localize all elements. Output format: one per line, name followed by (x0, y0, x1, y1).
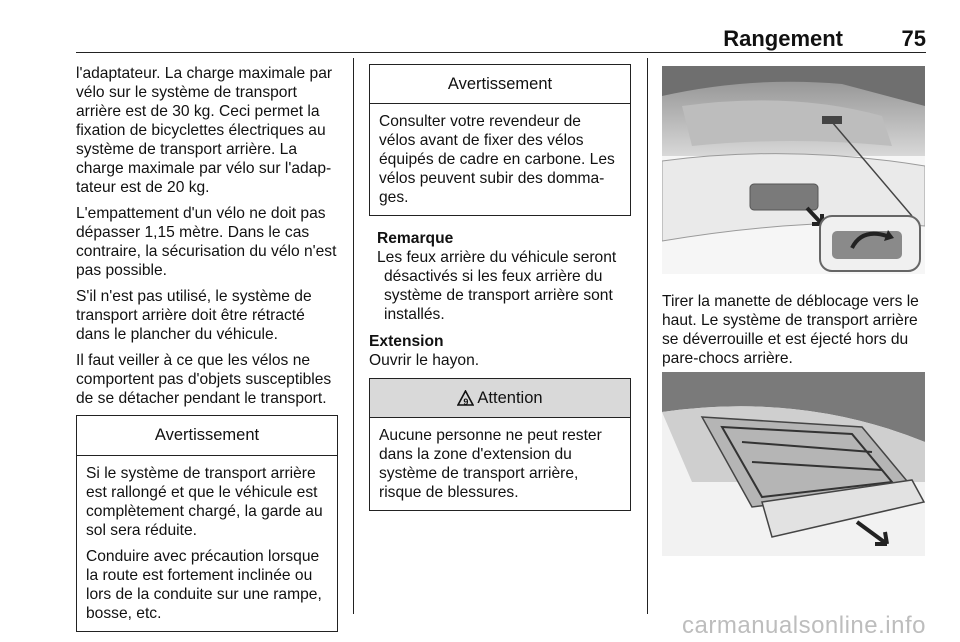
page-number: 75 (901, 26, 926, 51)
figure-bumper-release (662, 66, 925, 274)
section-title: Extension (369, 333, 444, 350)
paragraph: L'empattement d'un vélo ne doit pas dépasser 1,15 mètre. Dans le cas contraire, la sécurisation du vélo n'est pas possible. (76, 205, 337, 279)
attention-text: Aucune personne ne peut rester dans la zone d'extension du système de transport arrière, risque de blessures. (379, 427, 602, 501)
header-rule (76, 52, 926, 53)
attention-box-title (370, 379, 630, 418)
warning-symbol-text: 9 (463, 397, 469, 407)
figure-carrier-extended (662, 372, 925, 556)
column-divider-1 (353, 58, 354, 614)
warning-triangle-icon (457, 390, 474, 406)
warning-box-body (77, 456, 337, 631)
column-1 (76, 64, 338, 632)
caption: Tirer la manette de déblocage vers le haut. Le système de transport arrière se déverrouille et est éjecté hors du pare-chocs arrière. (662, 293, 919, 367)
paragraph: S'il n'est pas utilisé, le système de transport arrière doit être rétracté dans le plancher du véhicule. (76, 288, 312, 343)
warning-text: Conduire avec précaution lorsque la route est fortement inclinée ou lors de la conduite sur une rampe, bosse, etc. (86, 548, 322, 622)
warning-box (369, 64, 631, 216)
warning-box-title: Avertissement (77, 416, 337, 456)
warning-box (76, 415, 338, 632)
attention-box-body (370, 418, 630, 510)
warning-box-body (370, 104, 630, 215)
page-title: Rangement (723, 26, 843, 51)
attention-box (369, 378, 631, 511)
watermark: carmanualsonline.info (682, 612, 926, 639)
section-body: Ouvrir le hayon. (369, 352, 480, 369)
column-2 (369, 64, 631, 511)
warning-box-title: Avertissement (370, 65, 630, 104)
paragraph: l'adaptateur. La charge maximale par vélo sur le système de transport arrière est de 30 kg. Ceci permet la fixation de bicyclettes électriques au système de transport arrière. La charge maximale par vélo sur l'adap-tateur est de 20 kg. (76, 65, 333, 196)
remark (369, 229, 631, 324)
remark-body: Les feux arrière du véhicule seront désactivés si les feux arrière du système de transport arrière sont installés. (377, 249, 617, 323)
column-divider-2 (647, 58, 648, 614)
remark-title: Remarque (377, 230, 454, 247)
attention-title: Attention (477, 388, 543, 407)
paragraph: Il faut veiller à ce que les vélos ne comportent pas d'objets susceptibles de se détacher pendant le transport. (76, 352, 332, 407)
warning-text: Si le système de transport arrière est rallongé et que le véhicule est complètement chargé, la garde au sol sera réduite. (86, 465, 323, 539)
warning-text: Consulter votre revendeur de vélos avant de fixer des vélos équipés de cadre en carbone. Les vélos peuvent subir des domma-ges. (379, 113, 615, 206)
